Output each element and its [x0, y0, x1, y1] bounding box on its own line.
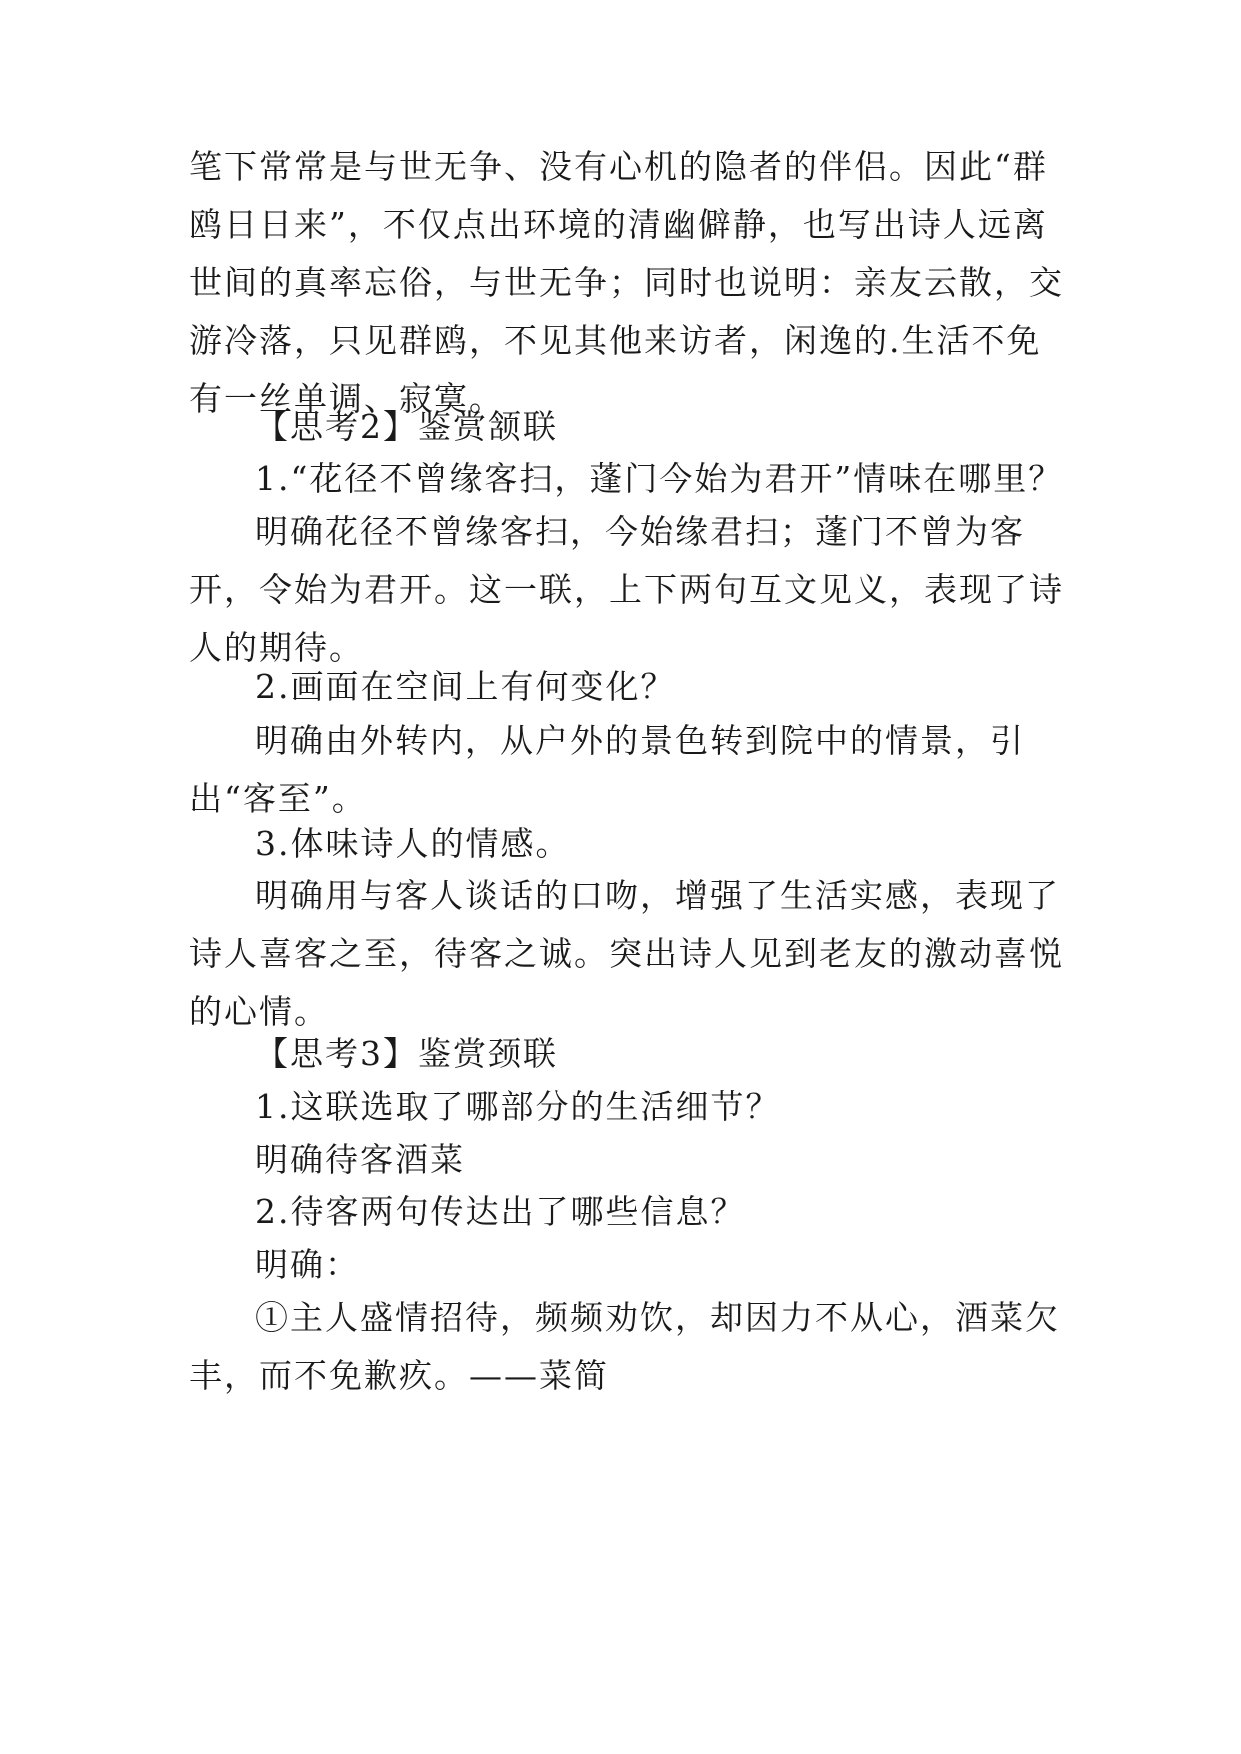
question-2-2: 2.画面在空间上有何变化？ — [255, 667, 676, 706]
question-2-1: 1.“花径不曾缘客扫，蓬门今始为君开”情味在哪里？ — [255, 459, 1064, 498]
answer-3-2-label: 明确： — [255, 1245, 360, 1284]
answer-3-1: 明确待客酒菜 — [255, 1140, 465, 1179]
answer-2-2: 明确由外转内，从户外的景色转到院中的情景，引出“客至”。 — [189, 721, 1025, 818]
question-3-2: 2.待客两句传达出了哪些信息？ — [255, 1192, 746, 1231]
answer-3-2-point-1: ①主人盛情招待，频频劝饮，却因力不从心，酒菜欠丰，而不免歉疚。——菜简 — [189, 1298, 1060, 1395]
heading-think-2: 【思考2】鉴赏颔联 — [255, 407, 558, 446]
heading-think-3: 【思考3】鉴赏颈联 — [255, 1034, 558, 1073]
answer-2-3: 明确用与客人谈话的口吻，增强了生活实感，表现了诗人喜客之至，待客之诚。突出诗人见到老友的激动喜悦的心情。 — [189, 876, 1064, 1031]
question-3-1: 1.这联选取了哪部分的生活细节？ — [255, 1087, 781, 1126]
answer-2-1: 明确花径不曾缘客扫，今始缘君扫；蓬门不曾为客开，令始为君开。这一联，上下两句互文见义，表现了诗人的期待。 — [189, 512, 1064, 667]
question-2-3: 3.体味诗人的情感。 — [255, 824, 571, 863]
paragraph-hermit-companion: 笔下常常是与世无争、没有心机的隐者的伴侣。因此“群鸥日日来”，不仅点出环境的清幽僻静，也写出诗人远离世间的真率忘俗，与世无争；同时也说明：亲友云散，交游冷落，只见群鸥，不见其他来访者，闲逸的.生活不免有一丝单调、寂寞。 — [189, 147, 1064, 418]
